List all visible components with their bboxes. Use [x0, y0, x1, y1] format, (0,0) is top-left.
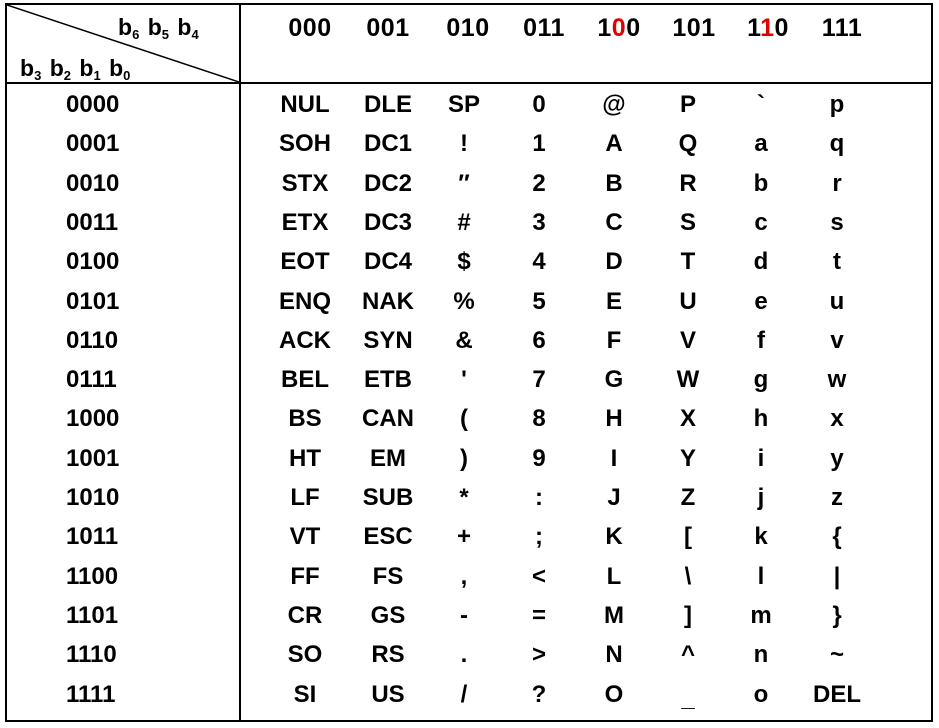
table-cell: e	[754, 287, 768, 315]
table-cell: Q	[678, 130, 698, 158]
table-cell: D	[605, 248, 623, 276]
table-cell: '	[461, 366, 467, 394]
row-label: 0100	[66, 248, 120, 276]
table-cell: T	[680, 248, 696, 276]
table-cell: G	[604, 366, 624, 394]
table-cell: y	[830, 444, 844, 472]
table-cell: W	[676, 366, 700, 394]
table-cell: K	[605, 523, 623, 551]
table-cell: DC2	[363, 169, 413, 197]
table-cell: L	[606, 562, 622, 590]
row-label: 0110	[66, 326, 119, 354]
row-label: 1111	[66, 680, 116, 708]
table-cell: m	[750, 601, 772, 629]
corner-low-bits-label: $b_3$ $b_2$ $b_1$ $b_0$	[20, 55, 131, 83]
table-cell: C	[605, 208, 623, 236]
table-cell: O	[604, 680, 624, 708]
table-cell: DC1	[363, 130, 413, 158]
table-cell: z	[831, 484, 843, 511]
table-cell: 9	[532, 444, 546, 472]
table-cell: a	[754, 130, 768, 158]
table-cell: 1	[532, 130, 546, 158]
table-cell: =	[531, 601, 547, 629]
table-cell: 8	[532, 405, 546, 433]
table-cell: ETX	[281, 208, 329, 236]
table-cell: -	[460, 601, 468, 629]
table-cell: J	[607, 484, 621, 511]
table-cell: DLE	[364, 91, 412, 118]
table-cell: X	[679, 405, 697, 433]
table-cell: ,	[460, 562, 468, 590]
column-header: 001	[366, 14, 410, 42]
table-cell: VT	[289, 523, 321, 551]
table-cell: R	[679, 169, 697, 197]
table-cell: STX	[281, 169, 329, 197]
table-cell: w	[827, 366, 847, 394]
table-cell: f	[757, 326, 765, 354]
table-cell: DC3	[363, 208, 413, 236]
table-cell: >	[531, 641, 547, 669]
table-cell: d	[753, 248, 769, 276]
table-cell: b	[753, 169, 769, 197]
table-cell: Z	[680, 484, 696, 511]
table-cell: |	[833, 562, 841, 590]
column-header: 110	[747, 14, 789, 42]
table-cell: ^	[680, 641, 696, 669]
table-cell: ]	[684, 601, 692, 629]
table-cell: FF	[290, 562, 320, 590]
table-cell: B	[605, 169, 623, 197]
table-cell: u	[829, 287, 845, 315]
table-cell: BS	[288, 405, 322, 433]
table-cell: #	[457, 208, 471, 236]
table-cell: j	[757, 484, 765, 511]
table-cell: RS	[371, 641, 405, 669]
table-cell: ESC	[363, 523, 413, 551]
table-cell: I	[610, 444, 618, 472]
table-cell: ~	[829, 641, 845, 669]
table-cell: ;	[535, 523, 543, 551]
column-divider	[239, 5, 241, 720]
table-cell: c	[754, 208, 768, 236]
table-cell: EOT	[280, 248, 330, 276]
table-cell: &	[455, 326, 473, 354]
table-cell: /	[460, 680, 468, 708]
table-cell: S	[679, 208, 697, 236]
table-cell: H	[605, 405, 623, 433]
table-cell: M	[604, 601, 624, 629]
table-cell: v	[830, 326, 844, 354]
table-cell: r	[832, 169, 842, 197]
table-cell: g	[753, 366, 769, 394]
table-cell: ETB	[364, 366, 412, 394]
row-label: 0010	[66, 169, 120, 197]
table-cell: ENQ	[278, 287, 332, 315]
row-label: 1001	[66, 444, 120, 472]
row-label: 1100	[66, 562, 119, 590]
table-cell: o	[753, 680, 769, 708]
table-cell: !	[460, 130, 468, 158]
table-cell: h	[753, 405, 769, 433]
table-cell: ?	[531, 680, 547, 708]
table-cell: p	[829, 91, 845, 118]
header-divider	[7, 82, 931, 84]
row-label: 0111	[66, 366, 117, 394]
table-cell: NAK	[362, 287, 414, 315]
table-cell: 5	[532, 287, 546, 315]
table-cell: F	[606, 326, 622, 354]
table-cell: `	[757, 91, 765, 118]
table-cell: SYN	[363, 326, 413, 354]
table-cell: 7	[532, 366, 546, 394]
table-cell: n	[753, 641, 769, 669]
table-cell: N	[605, 641, 623, 669]
table-cell: [	[684, 523, 692, 551]
table-cell: %	[453, 287, 475, 315]
row-label: 0000	[66, 91, 120, 118]
table-cell: SOH	[278, 130, 332, 158]
table-cell: :	[535, 484, 543, 511]
table-cell: ACK	[279, 326, 331, 354]
row-label: 0101	[66, 287, 120, 315]
table-cell: P	[679, 91, 697, 118]
table-cell: (	[460, 405, 468, 433]
table-cell: US	[371, 680, 405, 708]
row-label: 1110	[66, 641, 117, 669]
table-cell: _	[681, 684, 695, 712]
table-cell: GS	[370, 601, 406, 629]
table-cell: s	[830, 208, 844, 236]
table-cell: HT	[289, 444, 321, 472]
table-cell: ″	[458, 169, 470, 197]
table-cell: SP	[447, 91, 481, 118]
table-cell: DEL	[813, 680, 861, 708]
table-cell: DC4	[363, 248, 413, 276]
table-cell: +	[456, 523, 472, 551]
row-label: 1101	[66, 601, 119, 629]
table-cell: l	[757, 562, 765, 590]
table-cell: x	[830, 405, 844, 433]
table-cell: FS	[372, 562, 404, 590]
table-cell: CAN	[362, 405, 414, 433]
table-cell: Y	[679, 444, 697, 472]
table-cell: k	[754, 523, 768, 551]
table-cell: .	[460, 641, 468, 669]
row-label: 1011	[66, 523, 119, 551]
table-cell: {	[832, 523, 842, 551]
table-cell: *	[459, 484, 469, 511]
row-label: 0001	[66, 130, 120, 158]
table-cell: 6	[532, 326, 546, 354]
table-cell: NUL	[280, 91, 330, 118]
table-cell: LF	[290, 484, 320, 511]
table-cell: A	[605, 130, 623, 158]
table-cell: 0	[532, 91, 546, 118]
table-cell: CR	[287, 601, 323, 629]
table-cell: @	[602, 91, 626, 118]
table-cell: $	[457, 248, 471, 276]
table-cell: 2	[532, 169, 546, 197]
table-cell: i	[757, 444, 765, 472]
table-cell: EM	[370, 444, 406, 472]
table-cell: SI	[293, 680, 317, 708]
table-cell: U	[679, 287, 697, 315]
column-header: 111	[821, 14, 863, 42]
table-cell: \	[684, 562, 692, 590]
table-cell: V	[679, 326, 697, 354]
row-label: 1010	[66, 484, 120, 511]
table-cell: E	[605, 287, 623, 315]
ascii-table	[5, 3, 933, 722]
corner-high-bits-label: $b_6$ $b_5$ $b_4$	[118, 14, 199, 42]
row-label: 1000	[66, 405, 120, 433]
table-cell: <	[531, 562, 547, 590]
table-cell: SO	[287, 641, 323, 669]
table-cell: t	[833, 248, 841, 276]
row-label: 0011	[66, 208, 119, 236]
table-cell: 4	[532, 248, 546, 276]
table-cell: }	[832, 601, 842, 629]
table-cell: SUB	[362, 484, 414, 511]
column-header: 101	[672, 14, 716, 42]
column-header: 000	[288, 14, 332, 42]
column-header: 010	[446, 14, 490, 42]
table-cell: 3	[532, 208, 546, 236]
column-header: 100	[597, 14, 641, 42]
table-cell: )	[460, 444, 468, 472]
table-cell: q	[829, 130, 845, 158]
table-cell: BEL	[281, 366, 329, 394]
column-header: 011	[523, 14, 565, 42]
